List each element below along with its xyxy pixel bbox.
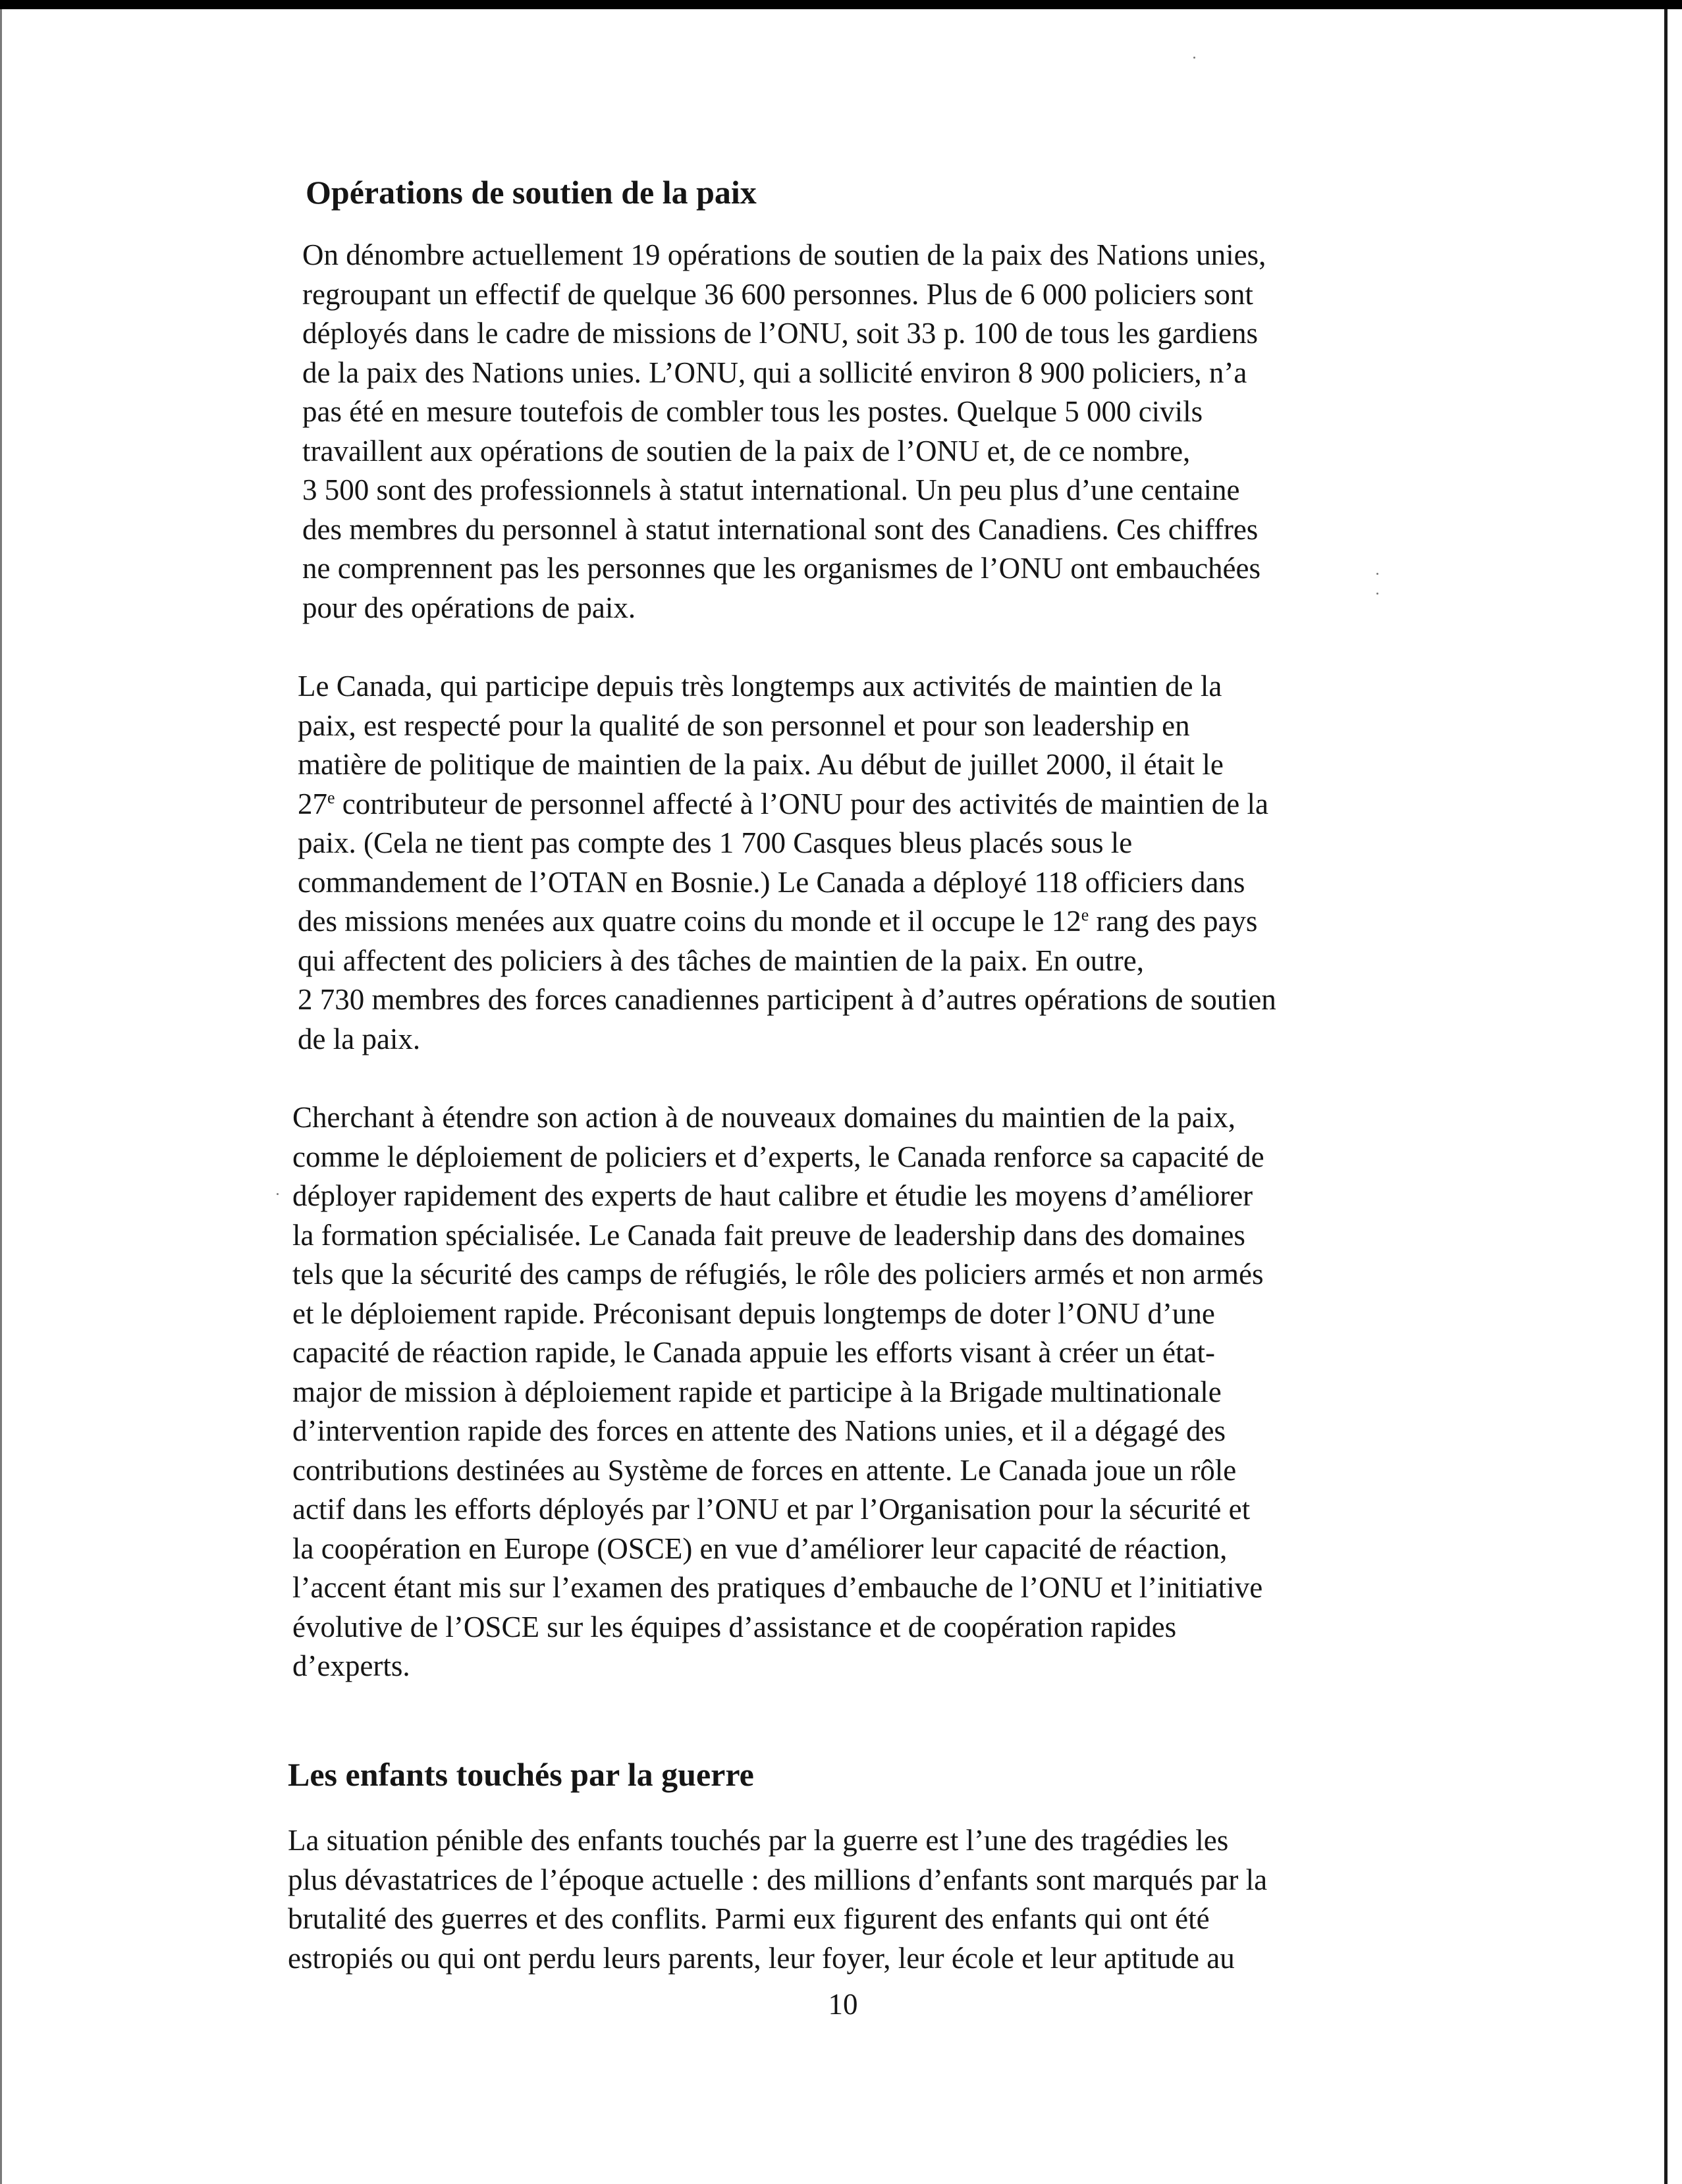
text-line: paix. (Cela ne tient pas compte des 1 700 Casques bleus placés sous le bbox=[298, 826, 1133, 859]
text-line: contributions destinées au Système de forces en attente. Le Canada joue un rôle bbox=[292, 1453, 1237, 1487]
text-line: évolutive de l’OSCE sur les équipes d’assistance et de coopération rapides bbox=[292, 1610, 1177, 1643]
text-line: déployés dans le cadre de missions de l’ONU, soit 33 p. 100 de tous les gardiens bbox=[302, 317, 1258, 350]
text-line: brutalité des guerres et des conflits. Parmi eux figurent des enfants qui ont été bbox=[288, 1902, 1210, 1935]
text-line: regroupant un effectif de quelque 36 600 personnes. Plus de 6 000 policiers sont bbox=[302, 277, 1253, 311]
section-heading-children-war: Les enfants touchés par la guerre bbox=[288, 1756, 754, 1793]
text-line: d’experts. bbox=[292, 1649, 410, 1682]
ordinal-suffix: e bbox=[1081, 905, 1089, 924]
paragraph-canada-leadership bbox=[292, 1098, 1264, 1686]
page-number: 10 bbox=[828, 1988, 858, 2021]
text-line: matière de politique de maintien de la paix. Au début de juillet 2000, il était le bbox=[298, 748, 1224, 781]
text-line: travaillent aux opérations de soutien de la paix de l’ONU et, de ce nombre, bbox=[302, 434, 1191, 467]
text-line: Le Canada, qui participe depuis très longtemps aux activités de maintien de la bbox=[298, 670, 1222, 703]
text-line: major de mission à déploiement rapide et participe à la Brigade multinationale bbox=[292, 1375, 1222, 1408]
text-line: qui affectent des policiers à des tâches de maintien de la paix. En outre, bbox=[298, 944, 1144, 977]
paragraph-canada-participation bbox=[298, 667, 1276, 1059]
text-line: pour des opérations de paix. bbox=[302, 591, 636, 624]
text-line: La situation pénible des enfants touchés par la guerre est l’une des tragédies les bbox=[288, 1824, 1229, 1857]
text-line: déployer rapidement des experts de haut calibre et étudie les moyens d’améliorer bbox=[292, 1179, 1253, 1212]
text-line: pas été en mesure toutefois de combler tous les postes. Quelque 5 000 civils bbox=[302, 395, 1203, 428]
text-line: ne comprennent pas les personnes que les organismes de l’ONU ont embauchées bbox=[302, 552, 1261, 585]
text-line: des membres du personnel à statut international sont des Canadiens. Ces chiffres bbox=[302, 512, 1259, 546]
text-line: On dénombre actuellement 19 opérations de soutien de la paix des Nations unies, bbox=[302, 238, 1266, 271]
text-line: 2 730 membres des forces canadiennes participent à d’autres opérations de soutien bbox=[298, 983, 1276, 1016]
text-line: la coopération en Europe (OSCE) en vue d’améliorer leur capacité de réaction, bbox=[292, 1531, 1228, 1565]
text-line: de la paix des Nations unies. L’ONU, qui a sollicité environ 8 900 policiers, n’a bbox=[302, 356, 1247, 389]
text-line: tels que la sécurité des camps de réfugiés, le rôle des policiers armés et non armés bbox=[292, 1258, 1264, 1291]
text-line: la formation spécialisée. Le Canada fait preuve de leadership dans des domaines bbox=[292, 1218, 1245, 1252]
text-line: et le déploiement rapide. Préconisant depuis longtemps de doter l’ONU d’une bbox=[292, 1296, 1215, 1330]
text-line: actif dans les efforts déployés par l’ONU et par l’Organisation pour la sécurité et bbox=[292, 1493, 1251, 1526]
text-line: plus dévastatrices de l’époque actuelle : des millions d’enfants sont marqués par la bbox=[288, 1863, 1268, 1896]
ordinal-suffix: e bbox=[327, 787, 335, 807]
text-line: de la paix. bbox=[298, 1022, 421, 1055]
paragraph-children-war bbox=[288, 1821, 1267, 1978]
text-line: estropiés ou qui ont perdu leurs parents, leur foyer, leur école et leur aptitude au bbox=[288, 1941, 1235, 1975]
text-line: 3 500 sont des professionnels à statut international. Un peu plus d’une centaine bbox=[302, 473, 1240, 506]
text-line: commandement de l’OTAN en Bosnie.) Le Canada a déployé 118 officiers dans bbox=[298, 865, 1245, 899]
text-line: des missions menées aux quatre coins du monde et il occupe le 12e rang des pays bbox=[298, 905, 1258, 938]
section-heading-peace-operations: Opérations de soutien de la paix bbox=[306, 174, 757, 211]
text-line: comme le déploiement de policiers et d’experts, le Canada renforce sa capacité de bbox=[292, 1140, 1264, 1173]
text-line: capacité de réaction rapide, le Canada appuie les efforts visant à créer un état- bbox=[292, 1336, 1215, 1369]
text-line: paix, est respecté pour la qualité de son personnel et pour son leadership en bbox=[298, 708, 1190, 742]
text-line: d’intervention rapide des forces en attente des Nations unies, et il a dégagé des bbox=[292, 1414, 1226, 1447]
text-line: Cherchant à étendre son action à de nouveaux domaines du maintien de la paix, bbox=[292, 1101, 1236, 1134]
paragraph-un-operations bbox=[302, 236, 1266, 627]
text-line: l’accent étant mis sur l’examen des pratiques d’embauche de l’ONU et l’initiative bbox=[292, 1571, 1263, 1604]
text-line: 27e contributeur de personnel affecté à l’ONU pour des activités de maintien de la bbox=[298, 787, 1268, 820]
